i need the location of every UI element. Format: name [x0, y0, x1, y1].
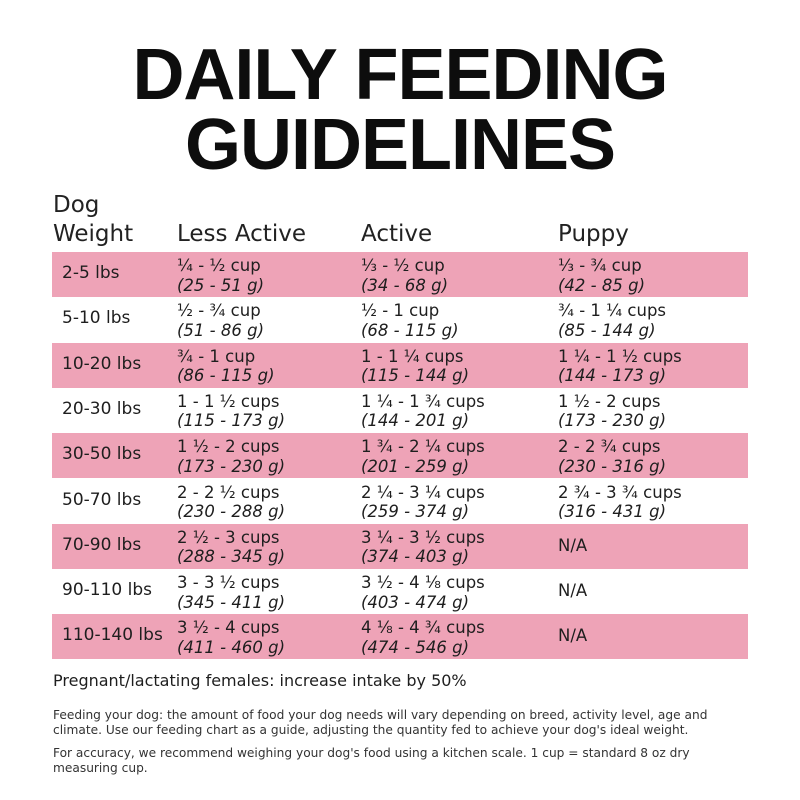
active-cell	[361, 528, 485, 567]
column-header-puppy: Puppy	[558, 221, 629, 247]
less-active-cell	[177, 347, 275, 386]
cups-value: 3 ½ - 4 ⅛ cups	[361, 573, 485, 593]
cups-value: ¾ - 1 cup	[177, 346, 256, 366]
weight-cell: 5-10 lbs	[62, 308, 131, 329]
weight-cell: 50-70 lbs	[62, 489, 142, 510]
grams-value: (42 - 85 g)	[558, 275, 646, 295]
grams-value: (115 - 144 g)	[361, 366, 470, 386]
puppy-cell	[558, 581, 587, 601]
active-cell	[361, 347, 469, 386]
weight-cell: 70-90 lbs	[62, 534, 142, 555]
cups-value: 3 - 3 ½ cups	[177, 573, 280, 593]
table-row	[52, 252, 748, 297]
less-active-cell	[177, 528, 285, 567]
less-active-cell	[177, 256, 264, 295]
cups-value: N/A	[558, 626, 588, 646]
column-header-weight-line-1: Dog	[53, 192, 100, 218]
active-cell	[361, 618, 485, 657]
puppy-cell	[558, 347, 682, 386]
puppy-cell	[558, 483, 682, 522]
cups-value: 1 ½ - 2 cups	[177, 437, 280, 457]
weight-cell: 90-110 lbs	[62, 580, 152, 601]
cups-value: 4 ⅛ - 4 ¾ cups	[361, 618, 485, 638]
active-cell	[361, 256, 448, 295]
cups-value: N/A	[558, 581, 588, 601]
active-cell	[361, 573, 485, 612]
cups-value: 2 ¼ - 3 ¼ cups	[361, 482, 485, 502]
table-row	[52, 524, 748, 569]
column-header-weight	[53, 191, 133, 249]
grams-value: (85 - 144 g)	[558, 320, 656, 340]
pregnant-note: Pregnant/lactating females: increase intake by 50%	[53, 671, 467, 690]
grams-value: (173 - 230 g)	[177, 456, 286, 476]
active-cell	[361, 437, 485, 476]
grams-value: (115 - 173 g)	[177, 411, 286, 431]
title-line-2: GUIDELINES	[184, 105, 616, 185]
cups-value: ¾ - 1 ¼ cups	[558, 301, 667, 321]
grams-value: (51 - 86 g)	[177, 320, 265, 340]
page-title	[0, 35, 800, 185]
cups-value: N/A	[558, 535, 588, 555]
grams-value: (173 - 230 g)	[558, 411, 667, 431]
grams-value: (474 - 546 g)	[361, 637, 470, 657]
grams-value: (68 - 115 g)	[361, 320, 459, 340]
cups-value: 2 ¾ - 3 ¾ cups	[558, 482, 682, 502]
less-active-cell	[177, 437, 285, 476]
table-row	[52, 614, 748, 659]
weight-cell: 110-140 lbs	[62, 625, 163, 646]
puppy-cell	[558, 301, 666, 340]
cups-value: ¼ - ½ cup	[177, 256, 261, 275]
grams-value: (403 - 474 g)	[361, 592, 470, 612]
cups-value: ⅓ - ½ cup	[361, 256, 445, 275]
table-row	[52, 297, 748, 342]
grams-value: (25 - 51 g)	[177, 275, 265, 295]
table-row	[52, 433, 748, 478]
puppy-cell	[558, 392, 666, 431]
grams-value: (259 - 374 g)	[361, 502, 470, 521]
less-active-cell	[177, 618, 285, 657]
puppy-cell	[558, 536, 587, 556]
column-header-weight-line-2: Weight	[53, 221, 134, 247]
cups-value: 2 - 2 ¾ cups	[558, 437, 661, 457]
cups-value: 1 ¼ - 1 ¾ cups	[361, 391, 485, 411]
column-header-less-active: Less Active	[177, 221, 306, 247]
cups-value: ⅓ - ¾ cup	[558, 256, 642, 275]
title-line-1: DAILY FEEDING	[132, 35, 668, 115]
grams-value: (345 - 411 g)	[177, 592, 286, 612]
table-row	[52, 343, 748, 388]
grams-value: (288 - 345 g)	[177, 547, 286, 567]
cups-value: 2 - 2 ½ cups	[177, 482, 280, 502]
grams-value: (34 - 68 g)	[361, 275, 449, 295]
cups-value: 1 ¼ - 1 ½ cups	[558, 346, 682, 366]
active-cell	[361, 392, 485, 431]
weight-cell: 2-5 lbs	[62, 263, 120, 283]
puppy-cell	[558, 437, 666, 476]
table-row	[52, 479, 748, 524]
active-cell	[361, 301, 459, 340]
cups-value: 3 ½ - 4 cups	[177, 618, 280, 638]
cups-value: ½ - ¾ cup	[177, 301, 261, 321]
cups-value: 1 ½ - 2 cups	[558, 391, 661, 411]
grams-value: (230 - 316 g)	[558, 456, 667, 476]
table-row	[52, 388, 748, 433]
less-active-cell	[177, 483, 285, 522]
weight-cell: 20-30 lbs	[62, 398, 142, 419]
cups-value: ½ - 1 cup	[361, 301, 440, 321]
grams-value: (144 - 201 g)	[361, 411, 470, 431]
grams-value: (374 - 403 g)	[361, 547, 470, 567]
grams-value: (411 - 460 g)	[177, 637, 286, 657]
less-active-cell	[177, 573, 285, 612]
grams-value: (201 - 259 g)	[361, 456, 470, 476]
grams-value: (316 - 431 g)	[558, 502, 667, 521]
cups-value: 1 - 1 ½ cups	[177, 391, 280, 411]
grams-value: (144 - 173 g)	[558, 366, 667, 386]
cups-value: 2 ½ - 3 cups	[177, 527, 280, 547]
cups-value: 1 ¾ - 2 ¼ cups	[361, 437, 485, 457]
less-active-cell	[177, 301, 264, 340]
weight-cell: 10-20 lbs	[62, 353, 142, 374]
less-active-cell	[177, 392, 285, 431]
cups-value: 1 - 1 ¼ cups	[361, 346, 464, 366]
weight-cell: 30-50 lbs	[62, 444, 142, 465]
puppy-cell	[558, 626, 587, 646]
grams-value: (230 - 288 g)	[177, 502, 286, 521]
footnote-accuracy: For accuracy, we recommend weighing your dog's food using a kitchen scale. 1 cup = standard 8 oz dry measuring cup.	[53, 746, 690, 775]
column-header-active: Active	[361, 221, 433, 247]
cups-value: 3 ¼ - 3 ½ cups	[361, 527, 485, 547]
grams-value: (86 - 115 g)	[177, 366, 275, 386]
puppy-cell	[558, 256, 645, 295]
table-row	[52, 569, 748, 614]
footnote-feeding: Feeding your dog: the amount of food your dog needs will vary depending on breed, activity level, age and climate. Use our feeding chart as a guide, adjusting the quantity fed to achieve your dog's ideal weight.	[53, 708, 708, 737]
active-cell	[361, 483, 485, 522]
